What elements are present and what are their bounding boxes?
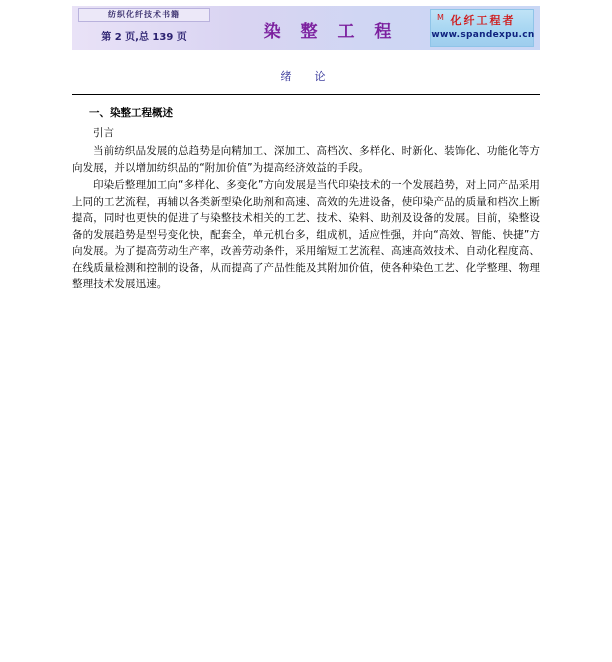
series-label-box	[78, 8, 210, 22]
chapter-title: 绪 论	[280, 70, 332, 83]
site-logo[interactable]	[430, 9, 534, 47]
paragraph: 当前纺织品发展的总趋势是向精加工、深加工、高档次、多样化、时新化、装饰化、功能化等方向发展，并以增加纺织品的“附加价值”为提高经济效益的手段。	[72, 145, 540, 174]
logo-name: 化纤工程者	[450, 14, 516, 27]
page-indicator: 第 2 页,总 139 页	[101, 32, 187, 43]
banner-left-group	[72, 6, 216, 50]
page-header-banner	[72, 6, 540, 50]
paragraph: 印染后整理加工向“多样化、多变化”方向发展是当代印染技术的一个发展趋势，对上同产品采用上同的工艺流程，再辅以各类新型染化助剂和高速、高效的先进设备，使印染产品的质量和档次上断提高，同时也更快的促进了与染整技术相关的工艺、技术、染料、助剂及设备的发展。目前，染整设备的发展趋势是型号变化快，配套全，单元机台多，组成机，适应性强，并向“高效、智能、快捷”方向发展。为了提高劳动生产率，改善劳动条件，采用缩短工艺流程、高速高效技术、自动化程度高、在线质量检测和控制的设备，从而提高了产品性能及其附加价值，使各种染色工艺、化学整理、物理整理技术发展迅速。	[72, 179, 540, 290]
horizontal-rule	[72, 94, 540, 95]
section-title: 一、染整工程概述	[89, 107, 173, 119]
book-title: 染 整 工 程	[263, 22, 399, 42]
logo-mark-icon: M	[437, 13, 444, 22]
document-body	[72, 60, 540, 294]
subsection-title: 引言	[93, 127, 114, 139]
logo-url: www.spandexpu.cn	[431, 30, 535, 40]
series-label: 纺织化纤技术书籍	[108, 10, 180, 19]
